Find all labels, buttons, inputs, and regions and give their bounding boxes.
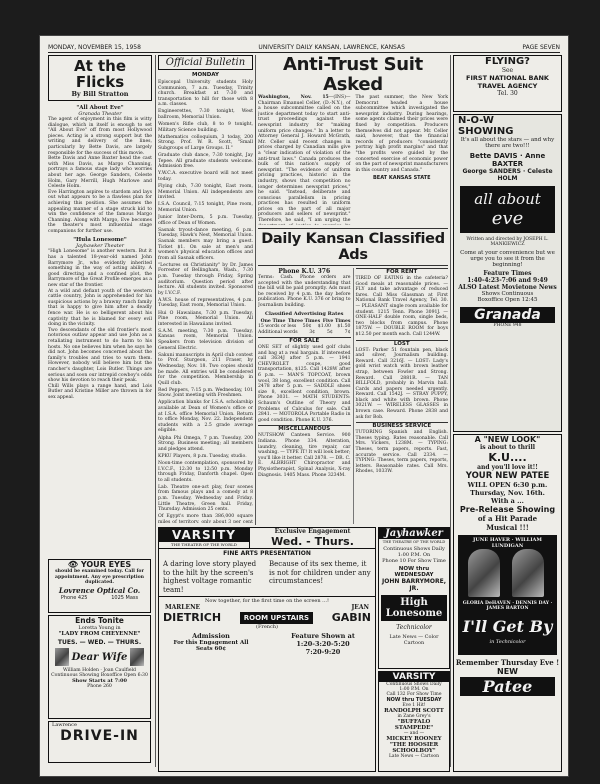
header-paper: UNIVERSITY DAILY KANSAN, LAWRENCE, KANSAS bbox=[258, 43, 405, 51]
column-rule bbox=[155, 55, 156, 767]
rates-cell: 7¢ bbox=[344, 329, 351, 335]
excl-t2: Wed. - Thurs. bbox=[271, 535, 354, 548]
bulletin-item: Episcopal University students Holy Communion, 7 a.m. Tuesday, Trinity church. Breakfast at 7:30 and transportation to hill for those with 8 a.m. classes. bbox=[158, 80, 253, 108]
review2-p5: At a wild and defiant youth of the western cattle country, John is apprehended for his suspicious actions by a brawny ranch family that is happy to give him after a deadly fence war. He is so belligerent about his captivity that he is blamed for every evil doing in the vicinity. bbox=[48, 288, 152, 328]
excl-feat1: Feature Shown at bbox=[291, 632, 355, 640]
drivein-stars: William Holden · Joan Caulfield bbox=[63, 668, 136, 673]
patee-new: NEW bbox=[497, 667, 518, 676]
granada-credit: Written and directed by JOSEPH L. MANKIEWICZ bbox=[466, 237, 549, 247]
haver-photo bbox=[468, 549, 500, 597]
bulletin-item: I.S.A. Council, 7:15 tonight, Pine room, Memorial Union. bbox=[158, 202, 253, 213]
bulletin-item: S.A.M. meeting, 7:30 p.m. Tuesday, Kansas room, Memorial Union. Speakers from television division of General Electric. bbox=[158, 328, 253, 351]
jh-nowthru: NOW thru WEDNESDAY bbox=[394, 566, 434, 578]
patee-i: Pre-Release Showing bbox=[459, 505, 556, 514]
patee-ad bbox=[453, 434, 562, 772]
patee-j: of a Hit Parade bbox=[477, 514, 538, 523]
bulletin-item: Women's Rifle club, 8 to 9 tonight, Military Science building. bbox=[158, 122, 253, 133]
granada-showing: SHOWING bbox=[458, 126, 514, 137]
jayhawker-name: Jayhawker bbox=[379, 528, 449, 539]
review1-p1: The agent of enjoyment in this film is witty dialogue, which in itself is enough to set "All About Eve" off from most Hollywood pieces. Acting is a strong support but the writing and delivery of the lines, particularly by Bette Davis, are largely responsible for the success of this movie. bbox=[48, 117, 152, 156]
eyes-address: 1025 Mass bbox=[111, 594, 139, 601]
antitrust-col1 bbox=[258, 95, 351, 225]
classified-heading: FOR RENT bbox=[356, 268, 449, 275]
granada-also: ALSO Latest Movietone News bbox=[458, 284, 557, 291]
patee-g: Thursday, Nov. 16th. bbox=[470, 489, 545, 497]
granada-name: Granada bbox=[460, 307, 555, 323]
beat-kansas-state: BEAT KANSAS STATE bbox=[372, 175, 431, 182]
flying-see: See bbox=[501, 67, 514, 74]
eyes-title-text: YOUR EYES bbox=[80, 560, 132, 569]
review1-title: "All About Eve" bbox=[76, 105, 124, 111]
classified-terms: Terms: Cash. Phone orders are accepted with the understanding that the bill will be paid promptly. Ads must be received by 4 p.m. the day before publication. Phone K.U. 376 or bring to Journalism building. bbox=[258, 275, 351, 308]
newspaper-page bbox=[40, 36, 568, 776]
antitrust-story bbox=[258, 55, 448, 225]
review2-p6: Two descendants of the old frontier's most notorious outlaw appear and use John as a retaliating instrument to do harm to his hosts. No one believes him when he says he did not. John becomes concerned about the family's troubles and tries to warn them. However, nobody will believe him but the rancher's daughter, Lois Butler. Things are serious and soon our intrepid cowboy's odds show his devotion to reach their peak. bbox=[48, 327, 152, 384]
v2-and: — and — bbox=[403, 731, 425, 736]
v2-star1: RANDOLPH SCOTT bbox=[384, 708, 444, 714]
varsity-name: VARSITY bbox=[159, 528, 249, 542]
holden-photo bbox=[55, 648, 69, 666]
column-rule bbox=[255, 55, 256, 525]
bulletin-item: Sasnak tryout-dance meeting, 6 p.m. Tuesday, Hawk's Nest, Memorial Union. Sasnak members may bring a guest. Ticket $1. On sale at men's and women's physical education offices and from all Sasnak officers. bbox=[158, 227, 253, 261]
varsity-lang: (French) bbox=[256, 624, 278, 630]
eyes-title bbox=[49, 560, 150, 569]
rates-cell: $1.50 bbox=[337, 324, 351, 330]
v2-film2: "THE HOOSIER SCHOOLBOY" bbox=[389, 742, 439, 754]
bulletin-item: Alpha Phi Omega, 7 p.m. Tuesday, 200 Strong. Business meeting; all members and pledges attend. bbox=[158, 435, 253, 452]
eyes-contact bbox=[49, 595, 150, 601]
excl-left: A daring love story played to the hilt by the screen's highest voltage romantic team! bbox=[163, 560, 257, 594]
bulletin-item: Lab. Theatre one-act play, four scenes from famous plays and a comedy at 8 p.m. Tuesday, Wednesday and Friday. Little Theatre, Green hall. Friday, Thursday. Admission 25 cents. bbox=[158, 484, 253, 513]
bulletin-item: Flying club, 7:30 tonight, East room, Memorial Union. All independents are invited. bbox=[158, 184, 253, 201]
bulletin-item: KPKU Players, 8 p.m. Tuesday, studio. bbox=[158, 453, 247, 459]
patee-stars2: GLORIA DeHAVEN · DENNIS DAY · JAMES BARTON bbox=[462, 601, 553, 611]
drivein-art bbox=[49, 648, 150, 666]
v2-eve: Eve 1 Hit! bbox=[402, 703, 426, 708]
flying-tel: Tel. 30 bbox=[497, 90, 518, 97]
caulfield-photo bbox=[130, 648, 144, 666]
bulletin-item: "Lectures on Christianity" by Dr. James Forrester of Bellingham, Wash., 7:30 p.m. Tuesday through Friday, Spring auditorium. Question period after lecture. All students invited. Sponsored by I.V.C.F. bbox=[158, 262, 253, 296]
jh-cont1: Continuous Shows Daily bbox=[383, 546, 445, 552]
varsity2-ad bbox=[378, 671, 450, 772]
bulletin-item: Engineerettes, 7:30 tonight, West ballroom, Memorial Union. bbox=[158, 109, 253, 121]
v2-now: NOW thru TUESDAY bbox=[386, 697, 442, 703]
rates-title: Classified Advertising Rates bbox=[265, 310, 344, 317]
bulletin-item: Application blanks for I.S.A. scholarship available at Dean of Women's office or at I.S.A. office Memorial Union. Return to office Monday, Nov. 22. Independent students with a 2.5 grade average eligible. bbox=[158, 400, 253, 434]
patee-f: WILL OPEN 6:30 p.m. bbox=[467, 481, 548, 489]
rates-cell: One Time bbox=[260, 318, 286, 324]
classified-heading: LOST bbox=[356, 340, 449, 347]
patee-e: YOUR NEW PATEE bbox=[465, 471, 550, 481]
bulletin-item: Red Peppers, 7:15 p.m. Wednesday, 101 Snow. Joint meeting with Freshmen. bbox=[158, 387, 253, 399]
patee-tech: in Technicolor bbox=[489, 639, 526, 645]
eve-title-block bbox=[460, 186, 555, 233]
patee-k: Musical !!! bbox=[486, 523, 529, 532]
jh-star: JOHN BARRYMORE, JR. bbox=[381, 578, 446, 592]
bulletin-box bbox=[158, 55, 253, 70]
varsity-actress: MARLENE bbox=[165, 604, 201, 611]
classified-text: TUTORING Spanish and English. Theses typing. Rates reasonable. Call Mrs. Vickers, 1238M. — TYPING: Theses, term papers, reports. Fast, accurate service. Call 2334. — TYPING: Theses, term papers, reports, letters. Reasonable rates. Call Mrs. Rhodes, 1033W. bbox=[355, 430, 448, 475]
bulletin-item: A.W.S. house of representatives, 4 p.m. Tuesday, East room, Memorial Union. bbox=[158, 297, 253, 309]
classified-phone: Phone K.U. 376 bbox=[278, 268, 331, 275]
granada-sh2: Boxoffice Open 12:45 bbox=[477, 297, 538, 303]
varsity-left bbox=[159, 528, 250, 548]
drivein-film: "LADY FROM CHEYENNE" bbox=[58, 631, 141, 637]
patee-a: A "NEW LOOK" bbox=[474, 435, 541, 444]
page-header bbox=[48, 42, 560, 53]
antitrust-dateline: Washington, Nov. 15 bbox=[258, 95, 329, 100]
eyes-line: should be examined today. Call for appointment. Any eye prescription duplicated. bbox=[55, 569, 144, 586]
jh-late: Late News — Color Cartoon bbox=[389, 634, 439, 646]
rates-cell: Five Times bbox=[322, 318, 351, 324]
jh-film: High Lonesome bbox=[381, 595, 447, 621]
jayhawker-ad bbox=[378, 527, 450, 669]
bulletin-item: Junior Inter-Dorm, 5 p.m. Tuesday, office of Dean of Women. bbox=[158, 215, 253, 226]
classified-title: Daily Kansan Classified Ads bbox=[261, 231, 445, 263]
patee-b: is about to thrill bbox=[479, 444, 536, 451]
classified-text: LOST: Parker 51 fountain pen, black and silver, Journalism building. Reward. Call 3216J. — LOST: Lady's gold wrist watch with brown leather strap, between Fowler and Strong. Reward. Call 2881R. — TAN BILLFOLD, probably in Marvin hall. Cards and papers needed urgently. Reward. Call 1542J. — STRAY PUPPY, black and white with brown. Phone 3021W. — WIRELESS GLASSES in brown case. Reward. Phone 2838 and ask for Bob. bbox=[355, 347, 448, 420]
granada-times1: Feature Times bbox=[483, 270, 532, 277]
rates-row bbox=[258, 330, 351, 336]
patee-c: K.U.... bbox=[488, 451, 527, 464]
patee-name: Patee bbox=[460, 677, 555, 696]
granada-ad bbox=[453, 114, 562, 432]
antitrust-col2: The past summer, the New York Democrat headed a house subcommittee which investigated the newsprint industry. During hearings, some agents claimed their prices were fixed by competition. Producers themselves did not appear. Mr. Celler said, however, that the financial records of producers "consistently portray high profit margins" and that "the profits were guided by the concerted exercise of economic power on the part of newsprint manufacturers in this country and Canada." bbox=[355, 95, 448, 173]
excl-t1: Exclusive Engagement bbox=[274, 528, 351, 535]
jh-cont2: 1:00 P.M. On bbox=[397, 552, 431, 558]
rates-cell: 50¢ bbox=[302, 324, 312, 330]
drivein-ends: Ends Tonite bbox=[75, 616, 124, 625]
bulletin-item: Graduate club dance, 7:30 tonight, Jay Tepee. All graduate students welcome. Admission free. bbox=[158, 153, 253, 170]
classified-text: NUTSHOW Canteen Service. 900 Indiana. Phone 334. Alteration, laundry, cleaning, tire repair, car washing. — TYPE IT! It will look better; you'll like it better. Call 2878. — DR. C. E. ALBRIGHT Chiropractor and Physiotherapist, Spinal Analysis, X-ray Diagnosis. 1405 Mass. Phone 3234M. bbox=[258, 433, 351, 478]
granada-stars2: George SANDERS · Celeste HOLM bbox=[462, 168, 553, 182]
antitrust-title: Anti-Trust Suit Asked bbox=[283, 55, 423, 95]
bulletin-list bbox=[158, 80, 253, 523]
classified-heading: MISCELLANEOUS bbox=[258, 425, 351, 432]
bulletin-item: Mathematics colloquium, 3 today, 200 Strong. Prof. W. R. Scott, "Small Subgroups of Large Groups. II." bbox=[158, 134, 253, 152]
granada-now: N-O-W bbox=[458, 115, 494, 126]
patee-film: I'll Get By bbox=[462, 617, 553, 636]
flying-q: FLYING? bbox=[485, 56, 530, 67]
rates-cell: Three Times bbox=[288, 318, 321, 324]
drivein-film2: Dear Wife bbox=[71, 651, 128, 663]
bulletin-day: MONDAY bbox=[191, 72, 220, 78]
classified-heading: BUSINESS SERVICE bbox=[356, 422, 449, 429]
patee-d: and you'll love it!! bbox=[477, 464, 538, 471]
jh-tech: Technicolor bbox=[396, 624, 432, 631]
drivein-logo bbox=[48, 721, 151, 763]
rates-cell: Additional words bbox=[258, 329, 298, 335]
jayhawker-sub: THE THEATRE OF THE WORLD bbox=[382, 539, 446, 544]
varsity-admission-line: For this Engagement All Seats 60¢ bbox=[173, 640, 249, 652]
varsity-sub: THE THEATER OF THE WORLD bbox=[171, 542, 237, 547]
flying-ad bbox=[453, 55, 562, 112]
review1-p2: Bette Davis and Anne Baxter head the cast with Miss Davis, as Margo Channing, portrays a famous stage lady who worries about her age. George Sanders, Celeste Holm, Gary Merrill, Hugh Marlowe and Celeste Holm. bbox=[48, 156, 152, 190]
jh-cont3: Phone 10 For Show Time bbox=[382, 558, 446, 564]
classified-text: ONE SET of slightly used golf clubs and bag at a real bargain. If interested call 3634J after 5 p.m. — 1941 CHEVROLET coupe, good transportation, $125. Call 1428W after 6 p.m. — MAN'S TOPCOAT, brown wool, 38 long, excellent condition. Call 2478 after 5 p.m. — SADDLE shoes size 8, excellent condition, brown. Phone 3031. — MATH STUDENTS: Schaum's Outline of Theory and Problems of Calculus for sale. Call 2841. — MOTOROLA Portable Radio in good condition. Phone K.U. 376. bbox=[258, 345, 351, 423]
classified-text: TIRED OF EATING in the cafeteria? Good meals at reasonable prices. — FLY and take advantage of reduced fares. Call Miss Glassman at First National Bank Travel Agency, Tel. 30. — PLEASANT single room available for student. 1215 Tenn. Phone 3091J. — ONE-HALF double room, single beds, two blocks from campus. Phone 1875W. — DOUBLE ROOM for boys $12.50 per month each. Call 1244W. bbox=[355, 276, 448, 337]
v2-cont2: 1:00 P.M. On bbox=[399, 687, 429, 692]
excl-head bbox=[250, 528, 375, 548]
drivein-ad bbox=[48, 615, 151, 719]
column-bulletin bbox=[158, 55, 253, 523]
excl-t3: FINE ARTS PRESENTATION bbox=[159, 548, 375, 558]
eye-icon: 👁 bbox=[67, 560, 79, 569]
column-rule bbox=[450, 55, 451, 767]
v2-star2: MICKEY ROONEY bbox=[386, 736, 442, 742]
column-flicks bbox=[48, 55, 152, 767]
varsity-actor: JEAN bbox=[351, 604, 369, 611]
review2-p4: "High Lonesome" is another western. But it has a talented 18-year-old named John Barrymore Jr., who evidently inherited something in the way of acting ability. A good directing and a confined plot, the Barrymore of the Great Profile emerges as a new star of the frontier. bbox=[48, 249, 152, 289]
bulletin-item: Y.W.C.A. executive board will not meet today. bbox=[158, 171, 253, 182]
varsity-admission: Admission bbox=[192, 632, 230, 640]
eyes-phone: Phone 425 bbox=[60, 594, 88, 601]
rates-cell: $1.00 bbox=[317, 324, 331, 330]
varsity-now: Now together, for the first time on the screen ...! bbox=[159, 596, 375, 604]
rates-table bbox=[258, 319, 351, 336]
bulletin-item: Sakuni manuscripts in April club contest to Prof. Sturgeon, 211 Fraser, by Wednesday, Nov. 18. Two copies should be made. All entries will be considered for the competition. Membership in Quill club. bbox=[158, 352, 253, 386]
rates-cell: 3¢ bbox=[309, 329, 316, 335]
granada-note: Come at your convenience but we urge you to see it from the beginning! bbox=[460, 250, 555, 268]
patee-h: With a ... bbox=[491, 497, 524, 505]
bulletin-item: Noon-time contemplation, sponsored by I.V.C.F., 12:30 to 12:50 p.m. Monday through Friday, Danforth chapel. Open to all students. bbox=[158, 460, 253, 483]
rates-cell: 5¢ bbox=[327, 329, 333, 335]
excl-feat2: 1:20-3:20-5:20 bbox=[296, 640, 350, 648]
patee-remember: Remember Thursday Eve ! bbox=[455, 658, 560, 667]
drivein-line: Loretta Young in bbox=[78, 625, 121, 631]
granada-phone: PHONE 948 bbox=[493, 323, 522, 328]
flicks-byline: By Bill Stratton bbox=[71, 90, 129, 98]
varsity-film: ROOM UPSTAIRS bbox=[240, 612, 313, 624]
drivein-phone: Phone 260 bbox=[87, 684, 112, 689]
v2-star1b: in Zane Grey's bbox=[397, 714, 431, 719]
granada-tag: It's all about the stars — and why there are two!!! bbox=[460, 137, 555, 149]
v2-cont3: Call 132 For Show Time bbox=[386, 692, 442, 697]
flicks-title: At the Flicks bbox=[73, 57, 127, 91]
flying-name: FIRST NATIONAL BANK TRAVEL AGENCY bbox=[466, 74, 549, 90]
classified-heading: FOR SALE bbox=[258, 337, 351, 344]
review2-p7: Chill Wills plays a range hand, and Lois Butler and Kristine Miller are thrown in for sex appeal. bbox=[48, 383, 152, 400]
classified-section bbox=[258, 226, 448, 524]
eve-title1: all about bbox=[474, 190, 541, 208]
v2-cont1: Continuous Shows Daily bbox=[386, 682, 442, 687]
eyes-ad bbox=[48, 559, 151, 613]
review1-p3: Eve Harrington aspires to stardom and lays out what appears to be a flawless plan for achieving this position. She assumes the appealing manner of a stage struck kid to win the confidence of the famous Margo Channing. Along with Margo, Eve becomes the theater's most influential stage companions for further use. bbox=[48, 189, 152, 234]
patee-stars: JUNE HAVER · WILLIAM LUNDIGAN bbox=[473, 537, 542, 549]
granada-stars1: Bette DAVIS · Anne BAXTER bbox=[469, 152, 546, 168]
review2-title: "Hula Lonesome" bbox=[73, 237, 127, 244]
excl-feat3: 7:20-9:20 bbox=[305, 648, 341, 656]
v2-film1: "BUFFALO STAMPEDE" bbox=[394, 719, 434, 731]
drivein-name: DRIVE-IN bbox=[60, 728, 139, 744]
bulletin-title: Official Bulletin bbox=[165, 57, 246, 68]
review1-theater: Granada Theater bbox=[78, 111, 122, 117]
flicks-box bbox=[48, 55, 152, 101]
varsity-actor2: GABIN bbox=[331, 611, 371, 624]
drivein-starts: Show Starts at 7:00 bbox=[72, 678, 127, 684]
lundigan-photo bbox=[512, 549, 544, 597]
v2-name: VARSITY bbox=[379, 672, 449, 682]
drivein-pre: Lawrence bbox=[52, 722, 77, 728]
review2-theater: Jayhawker Theater bbox=[75, 243, 125, 250]
header-page: PAGE SEVEN bbox=[522, 43, 560, 51]
header-date: MONDAY, NOVEMBER 15, 1958 bbox=[48, 43, 141, 51]
granada-times2: 1:40-4:23-7:06 and 9:49 bbox=[467, 277, 548, 284]
eve-title2: eve bbox=[491, 208, 524, 229]
excl-right: Because of its sex theme, it is not for children under any circumstances! bbox=[269, 560, 371, 585]
varsity-ad bbox=[158, 527, 376, 772]
antitrust-text1: —(INS)—Chairman Emanuel Celler, (D.-N.Y.), of a house subcommittee called on the justice department today to start anti-trust proceedings against the newsprint industry for "making uniform price changes." In a letter to Attorney General J. Howard McGrath, Mr. Celler said recent changes in prices charged by Canadian mills give a "clear indication of violation of the anti-trust laws." Canada produces the bulk of this nation's supply of newsprint. "The evidence of uniform pricing practices, historic in the industry, shows that competition no longer determines newsprint prices," he said. "Instead, deliberate and conscious parallelism in pricing practices has resulted in uniform prices on the part of all major producers and sellers of newsprint." Therefore, he said, "I am urging the bbox=[258, 95, 351, 224]
bulletin-item: Hui O Hawaiians, 7:30 p.m. Tuesday, Pine room, Memorial Union. All interested in Hawaiians invited. bbox=[158, 310, 253, 327]
rates-cell: 15 words or less bbox=[258, 324, 297, 330]
v2-late: Late News — Cartoon bbox=[388, 754, 440, 759]
granada-sh1: Shows Continuous bbox=[481, 291, 534, 297]
drivein-days: TUES. — WED. — THURS. bbox=[57, 639, 142, 646]
bulletin-item: Of Egypt's more than 386,000 square miles of territory, only about 3 per cent bbox=[158, 514, 253, 523]
patee-poster bbox=[458, 535, 557, 655]
drivein-cont: Continuous Showing Boxoffice Open 6:30 bbox=[51, 673, 148, 678]
varsity-actress2: DIETRICH bbox=[163, 611, 222, 624]
eyes-company: Lovrence Optical Co. bbox=[58, 585, 141, 595]
